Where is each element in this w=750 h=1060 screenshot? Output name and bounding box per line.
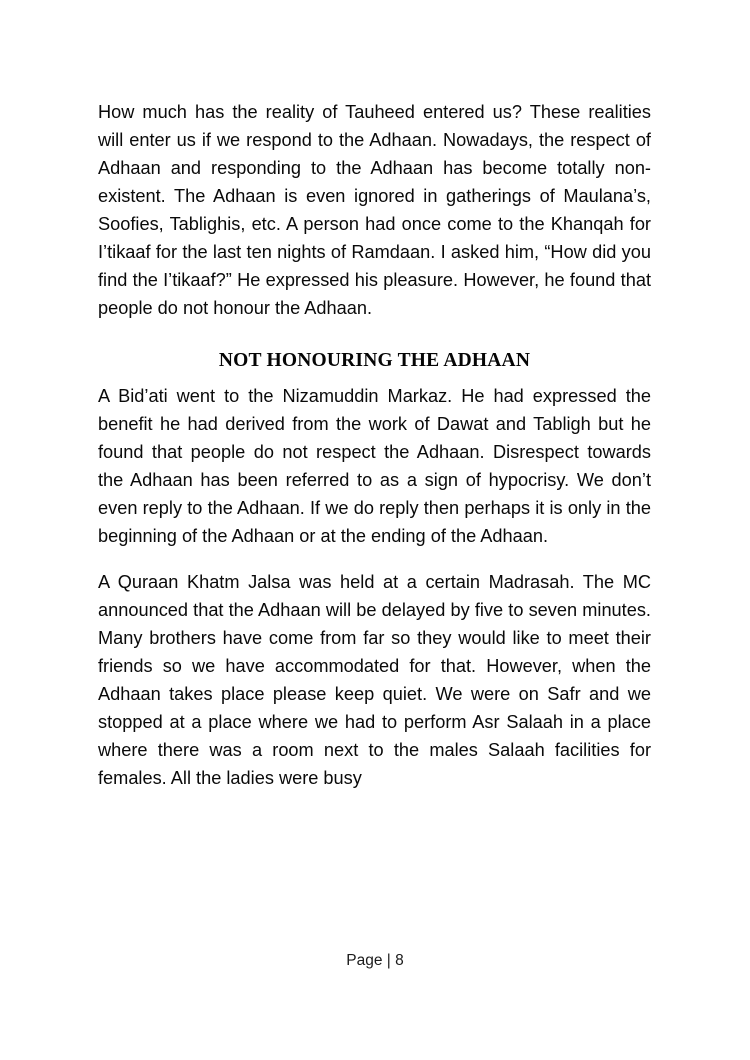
page-footer — [0, 950, 750, 972]
page-number-label: Page | 8 — [346, 952, 404, 969]
paragraph-quraan-khatm-jalsa: A Quraan Khatm Jalsa was held at a certain Madrasah. The MC announced that the Adhaan will be delayed by five to seven minutes. Many brothers have come from far so they would like to meet their friends so we have accommodated for that. However, when the Adhaan takes place please keep quiet. We were on Safr and we stopped at a place where we had to perform Asr Salaah in a place where there was a room next to the males Salaah facilities for females. All the ladies were busy — [98, 572, 651, 788]
page-content-column — [98, 98, 651, 792]
paragraph-tauheed-reality: How much has the reality of Tauheed entered us? These realities will enter us if we respond to the Adhaan. Nowadays, the respect of Adhaan and responding to the Adhaan has become totally non-existent. The Adhaan is even ignored in gatherings of Maulana’s, Soofies, Tablighis, etc. A person had once come to the Khanqah for I’tikaaf for the last ten nights of Ramdaan. I asked him, “How did you find the I’tikaaf?” He expressed his pleasure. However, he found that people do not honour the Adhaan. — [98, 102, 651, 318]
section-heading-not-honouring-the-adhaan: NOT HONOURING THE ADHAAN — [218, 350, 531, 371]
paragraph-bidati-nizamuddin-markaz: A Bid’ati went to the Nizamuddin Markaz. He had expressed the benefit he had derived from the work of Dawat and Tabligh but he found that people do not respect the Adhaan. Disrespect towards the Adhaan has been referred to as a sign of hypocrisy. We don’t even reply to the Adhaan. If we do reply then perhaps it is only in the beginning of the Adhaan or at the ending of the Adhaan. — [98, 386, 651, 546]
